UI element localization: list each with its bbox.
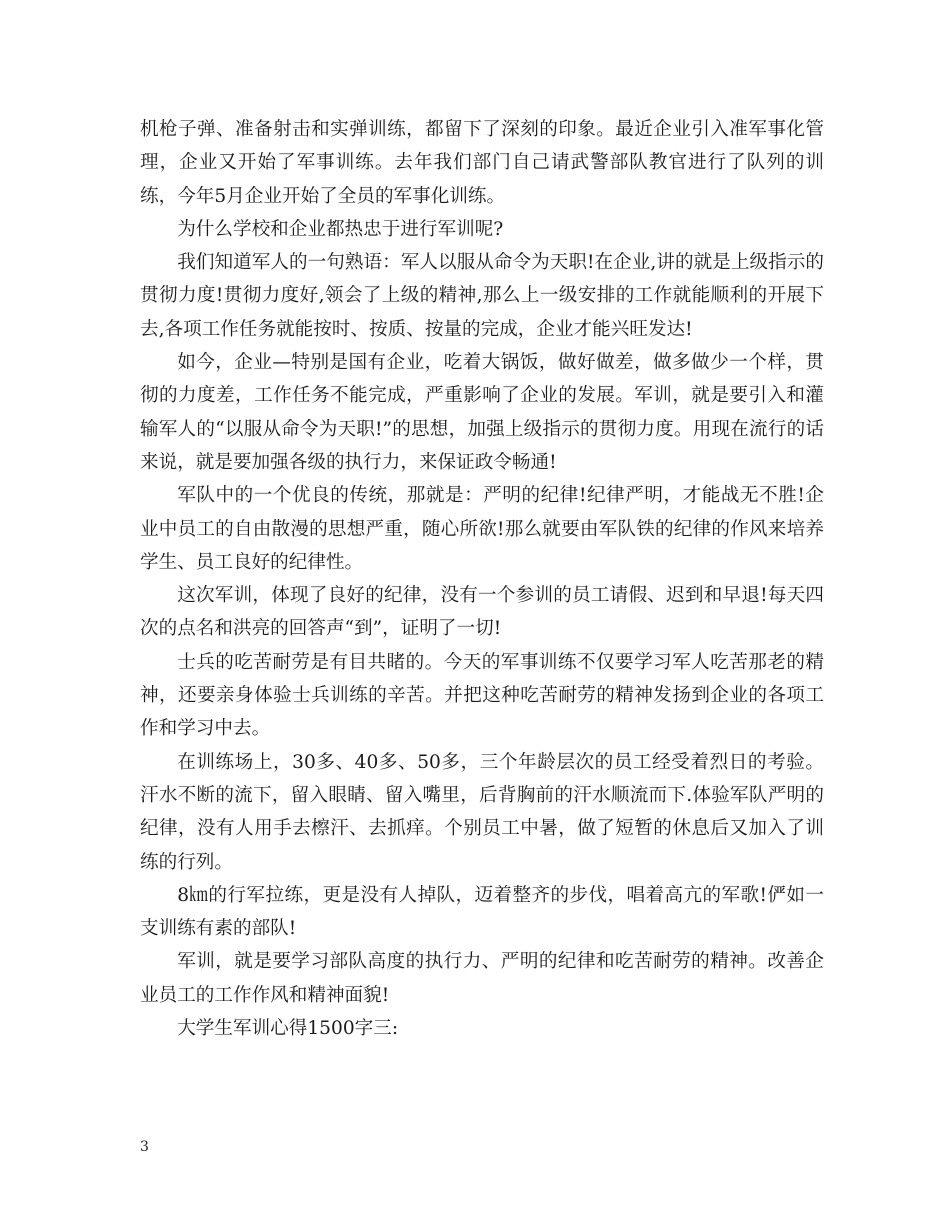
paragraph: 这次军训，体现了良好的纪律，没有一个参训的员工请假、迟到和早退!每天四次的点名和洪亮的回答声“到”，证明了一切! <box>140 585 824 640</box>
paragraph: 大学生军训心得1500字三: <box>177 1018 399 1040</box>
paragraph: 如今，企业—特别是国有企业，吃着大锅饭，做好做差，做多做少一个样，贯彻的力度差，工作任务不能完成，严重影响了企业的发展。军训，就是要引入和灌输军人的“以服从命令为天职!”的思想，加强上级指示的贯彻力度。用现在流行的话来说，就是要加强各级的执行力，来保证政令畅通! <box>140 352 824 473</box>
paragraph: 8㎞的行军拉练，更是没有人掉队，迈着整齐的步伐，唱着高亢的军歌!俨如一支训练有素的部队! <box>140 884 824 940</box>
page-number: 3 <box>140 1139 149 1155</box>
paragraph: 为什么学校和企业都热忠于进行军训呢? <box>177 218 504 240</box>
paragraph: 军队中的一个优良的传统，那就是：严明的纪律!纪律严明，才能战无不胜!企业中员工的自由散漫的思想严重，随心所欲!那么就要由军队铁的纪律的作风来培养学生、员工良好的纪律性。 <box>140 485 824 573</box>
paragraph: 军训，就是要学习部队高度的执行力、严明的纪律和吃苦耐劳的精神。改善企业员工的工作作风和精神面貌! <box>140 951 824 1006</box>
paragraph: 士兵的吃苦耐劳是有目共睹的。今天的军事训练不仅要学习军人吃苦那老的精神，还要亲身体验士兵训练的辛苦。并把这种吃苦耐劳的精神发扬到企业的各项工作和学习中去。 <box>140 651 824 740</box>
paragraph: 我们知道军人的一句熟语：军人以服从命令为天职!在企业,讲的就是上级指示的贯彻力度!贯彻力度好,领会了上级的精神,那么上一级安排的工作就能顺利的开展下去,各项工作任务就能按时、按质、按量的完成，企业才能兴旺发达! <box>140 252 824 340</box>
paragraph: 在训练场上，30多、40多、50多，三个年龄层次的员工经受着烈日的考验。汗水不断的流下，留入眼睛、留入嘴里，后背胸前的汗水顺流而下.体验军队严明的纪律，没有人用手去檫汗、去抓痒。个别员工中暑，做了短暂的休息后又加入了训练的行列。 <box>140 751 824 873</box>
document-body <box>140 113 824 1045</box>
paragraph: 机枪子弹、准备射击和实弹训练，都留下了深刻的印象。最近企业引入准军事化管理，企业又开始了军事训练。去年我们部门自己请武警部队教官进行了队列的训练，今年5月企业开始了全员的军事化训练。 <box>140 119 824 207</box>
